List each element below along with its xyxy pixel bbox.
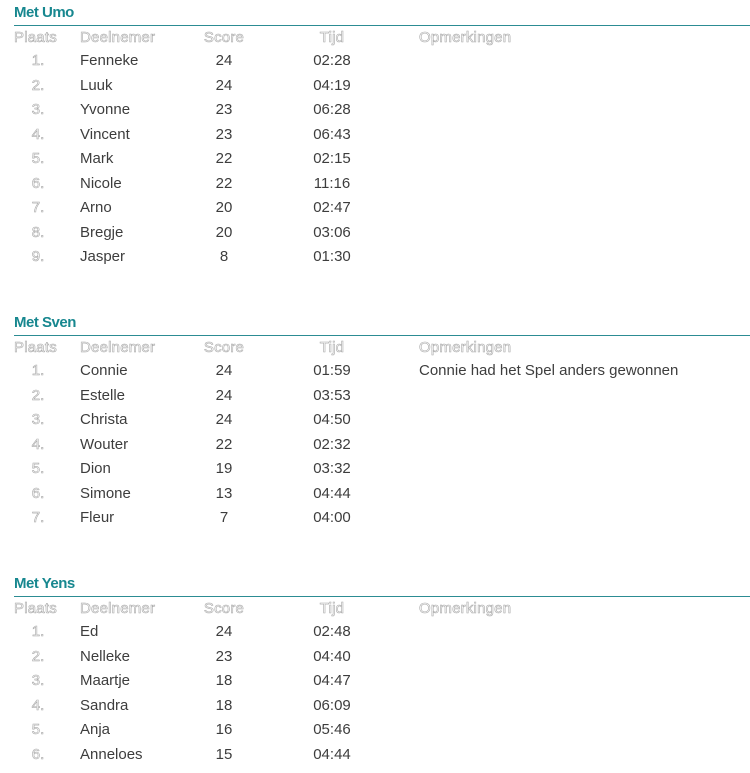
time-cell: 04:44	[313, 745, 351, 763]
place-cell: 5.	[31, 150, 45, 167]
place-cell: 2.	[31, 386, 45, 404]
score-cell: 22	[215, 435, 233, 453]
section-divider	[14, 335, 750, 336]
time-cell: 02:32	[313, 435, 351, 453]
participant-cell: Connie	[80, 362, 128, 379]
place-cell: 4.	[31, 435, 45, 453]
participant-cell: Anja	[80, 721, 111, 738]
header-score: Score	[203, 339, 245, 356]
table-row	[0, 408, 750, 433]
place-cell: 6.	[31, 174, 45, 192]
table-row	[0, 196, 750, 221]
table-row	[0, 506, 750, 531]
header-score: Score	[203, 600, 245, 617]
score-cell: 22	[215, 174, 233, 192]
section-title: Met Yens	[14, 575, 75, 592]
participant-cell: Maartje	[80, 672, 131, 689]
table-row	[0, 123, 750, 148]
score-cell: 13	[215, 484, 233, 502]
score-cell: 24	[215, 386, 233, 404]
time-cell: 02:15	[313, 150, 351, 167]
time-cell: 03:53	[313, 386, 351, 404]
participant-cell: Luuk	[80, 76, 113, 94]
header-plaats: Plaats	[14, 339, 57, 356]
header-deelnemer: Deelnemer	[80, 600, 156, 617]
participant-cell: Vincent	[80, 125, 130, 143]
header-opmerkingen: Opmerkingen	[419, 339, 512, 356]
participant-cell: Anneloes	[80, 745, 143, 763]
place-cell: 6.	[31, 484, 45, 502]
time-cell: 04:40	[313, 647, 351, 665]
header-plaats: Plaats	[14, 600, 57, 617]
score-cell: 19	[215, 460, 233, 477]
time-cell: 04:47	[313, 672, 351, 689]
results-table	[0, 620, 750, 767]
table-row	[0, 645, 750, 670]
section-divider	[14, 25, 750, 26]
participant-cell: Simone	[80, 484, 131, 502]
participant-cell: Fenneke	[80, 52, 139, 69]
participant-cell: Nicole	[80, 174, 122, 192]
time-cell: 03:06	[313, 223, 351, 241]
time-cell: 05:46	[313, 721, 351, 738]
table-row	[0, 221, 750, 246]
table-row	[0, 433, 750, 458]
score-cell: 23	[215, 101, 233, 118]
time-cell: 04:50	[313, 411, 351, 428]
participant-cell: Yvonne	[80, 101, 131, 118]
participant-cell: Sandra	[80, 696, 129, 714]
table-row	[0, 172, 750, 197]
section-title: Met Sven	[14, 314, 76, 331]
table-row	[0, 743, 750, 768]
note-cell: Connie had het Spel anders gewonnen	[419, 362, 679, 379]
participant-cell: Bregje	[80, 223, 124, 241]
header-tijd: Tijd	[319, 600, 345, 617]
participant-cell: Estelle	[80, 386, 126, 404]
time-cell: 06:28	[313, 101, 351, 118]
place-cell: 7.	[31, 199, 45, 216]
table-row	[0, 669, 750, 694]
place-cell: 1.	[31, 362, 45, 379]
table-row	[0, 694, 750, 719]
place-cell: 4.	[31, 125, 45, 143]
place-cell: 9.	[31, 248, 45, 265]
table-row	[0, 482, 750, 507]
score-cell: 22	[215, 150, 233, 167]
participant-cell: Jasper	[80, 248, 126, 265]
header-tijd: Tijd	[319, 339, 345, 356]
participant-cell: Nelleke	[80, 647, 131, 665]
score-cell: 23	[215, 647, 233, 665]
time-cell: 04:44	[313, 484, 351, 502]
score-cell: 20	[215, 223, 233, 241]
place-cell: 4.	[31, 696, 45, 714]
score-cell: 18	[215, 672, 233, 689]
participant-cell: Christa	[80, 411, 128, 428]
score-cell: 8	[219, 248, 229, 265]
header-plaats: Plaats	[14, 29, 57, 46]
score-cell: 23	[215, 125, 233, 143]
time-cell: 01:30	[313, 248, 351, 265]
score-cell: 24	[215, 623, 233, 640]
place-cell: 2.	[31, 647, 45, 665]
participant-cell: Arno	[80, 199, 112, 216]
score-cell: 7	[219, 509, 229, 526]
section-divider	[14, 596, 750, 597]
place-cell: 3.	[31, 672, 45, 689]
time-cell: 01:59	[313, 362, 351, 379]
time-cell: 02:48	[313, 623, 351, 640]
place-cell: 3.	[31, 101, 45, 118]
score-cell: 15	[215, 745, 233, 763]
time-cell: 04:19	[313, 76, 351, 94]
time-cell: 03:32	[313, 460, 351, 477]
time-cell: 11:16	[313, 174, 351, 192]
place-cell: 5.	[31, 460, 45, 477]
time-cell: 02:47	[313, 199, 351, 216]
header-deelnemer: Deelnemer	[80, 339, 156, 356]
time-cell: 06:09	[313, 696, 351, 714]
header-score: Score	[203, 29, 245, 46]
participant-cell: Dion	[80, 460, 111, 477]
results-table	[0, 359, 750, 531]
table-row	[0, 457, 750, 482]
score-cell: 24	[215, 76, 233, 94]
place-cell: 8.	[31, 223, 45, 241]
header-opmerkingen: Opmerkingen	[419, 600, 512, 617]
table-row	[0, 620, 750, 645]
place-cell: 1.	[31, 52, 45, 69]
table-row	[0, 245, 750, 270]
table-row	[0, 147, 750, 172]
header-tijd: Tijd	[319, 29, 345, 46]
place-cell: 7.	[31, 509, 45, 526]
participant-cell: Wouter	[80, 435, 129, 453]
header-deelnemer: Deelnemer	[80, 29, 156, 46]
participant-cell: Ed	[80, 623, 99, 640]
place-cell: 1.	[31, 623, 45, 640]
time-cell: 04:00	[313, 509, 351, 526]
score-cell: 24	[215, 411, 233, 428]
table-row	[0, 49, 750, 74]
table-row	[0, 74, 750, 99]
place-cell: 3.	[31, 411, 45, 428]
time-cell: 02:28	[313, 52, 351, 69]
table-row	[0, 98, 750, 123]
score-cell: 24	[215, 362, 233, 379]
table-row	[0, 718, 750, 743]
section-title: Met Umo	[14, 4, 74, 21]
place-cell: 6.	[31, 745, 45, 763]
score-cell: 24	[215, 52, 233, 69]
table-row	[0, 359, 750, 384]
table-row	[0, 384, 750, 409]
header-opmerkingen: Opmerkingen	[419, 29, 512, 46]
time-cell: 06:43	[313, 125, 351, 143]
place-cell: 5.	[31, 721, 45, 738]
participant-cell: Mark	[80, 150, 114, 167]
results-table	[0, 49, 750, 270]
score-cell: 18	[215, 696, 233, 714]
place-cell: 2.	[31, 76, 45, 94]
score-cell: 20	[215, 199, 233, 216]
participant-cell: Fleur	[80, 509, 115, 526]
score-cell: 16	[215, 721, 233, 738]
